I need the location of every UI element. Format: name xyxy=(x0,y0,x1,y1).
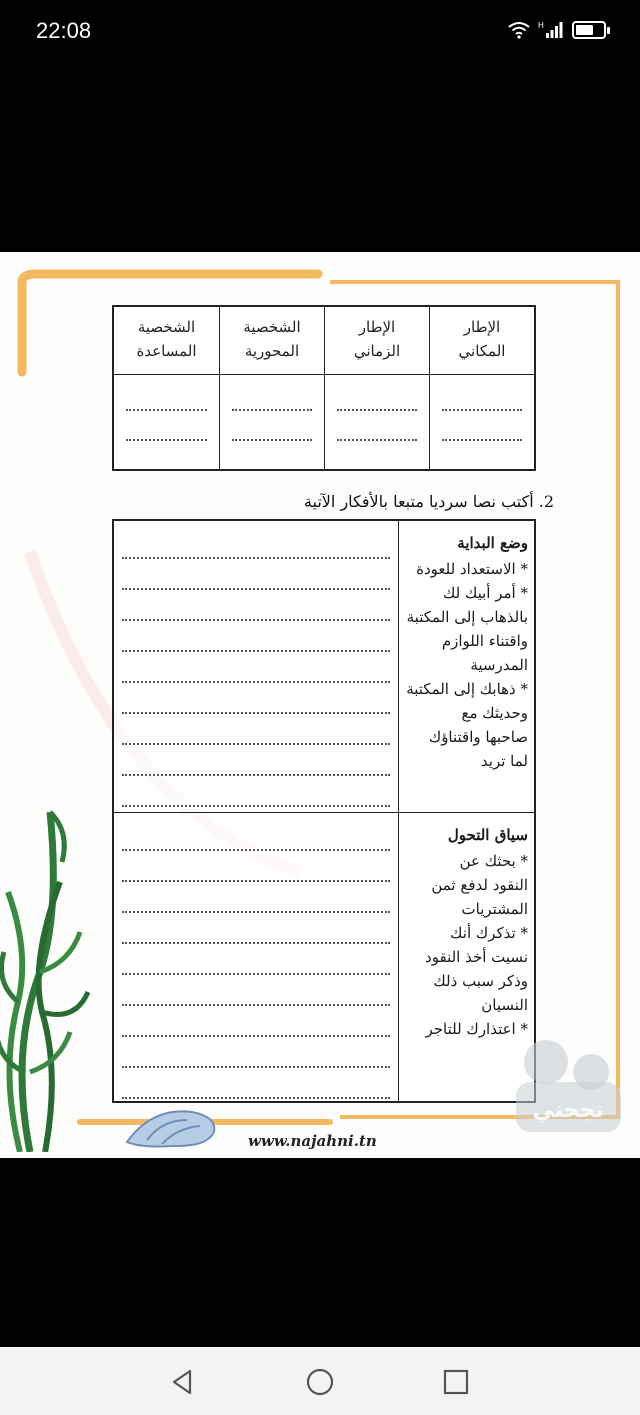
navigation-bar xyxy=(0,1347,640,1415)
prompt-line: المدرسية xyxy=(470,656,528,674)
dotted-line xyxy=(122,539,390,559)
section-transformation xyxy=(114,813,534,1101)
dotted-line xyxy=(122,924,390,944)
prompt-line: وحديثك مع xyxy=(461,704,528,722)
svg-text:H: H xyxy=(538,21,544,30)
header-line: الشخصية xyxy=(243,318,301,336)
prompt-line: صاحبها واقتناؤك xyxy=(428,728,528,746)
dotted-line xyxy=(337,419,417,441)
header-line: المكاني xyxy=(458,342,506,360)
header-line: الإطار xyxy=(358,318,396,336)
header-line: المساعدة xyxy=(136,342,197,360)
dotted-line xyxy=(122,1017,390,1037)
website-url: www.najahni.tn xyxy=(248,1132,377,1150)
shell-illustration xyxy=(122,1102,222,1152)
wifi-icon xyxy=(508,21,530,39)
battery-level xyxy=(576,25,593,35)
writing-lines xyxy=(114,521,398,812)
dotted-line xyxy=(442,389,522,411)
prompt-line: النقود لدفع ثمن xyxy=(431,876,528,894)
worksheet-image xyxy=(0,252,640,1158)
dotted-line xyxy=(122,725,390,745)
dotted-line xyxy=(232,389,312,411)
signal-icon xyxy=(538,20,564,40)
task-title: 2. أكتب نصا سرديا متبعا بالأفكار الآتية xyxy=(303,492,554,511)
prompt-line: * اعتذارك للتاجر xyxy=(425,1020,528,1038)
section-prompts xyxy=(398,521,534,812)
dotted-line xyxy=(126,419,207,441)
prompt-line: بالذهاب إلى المكتبة xyxy=(406,608,528,626)
header-main-character xyxy=(219,307,324,375)
dotted-line xyxy=(122,893,390,913)
header-line: المحورية xyxy=(244,342,300,360)
dotted-line xyxy=(122,955,390,975)
answer-cell xyxy=(429,375,534,469)
prompt-line: * الاستعداد للعودة xyxy=(416,560,528,578)
dotted-line xyxy=(122,862,390,882)
section-heading: سياق التحول xyxy=(447,826,528,844)
dotted-line xyxy=(122,1048,390,1068)
prompt-line: * أمر أبيك لك xyxy=(442,584,528,602)
answer-cell xyxy=(219,375,324,469)
dotted-line xyxy=(126,389,207,411)
dotted-line xyxy=(337,389,417,411)
dotted-line xyxy=(442,419,522,441)
prompt-line: المشتريات xyxy=(461,900,528,918)
story-elements-table xyxy=(112,305,536,471)
prompt-line: واقتناء اللوازم xyxy=(441,632,528,650)
status-icons xyxy=(508,20,606,40)
header-line: الزماني xyxy=(353,342,401,360)
prompt-line: * بحثك عن xyxy=(459,852,528,870)
dotted-line xyxy=(122,632,390,652)
dotted-line xyxy=(122,756,390,776)
prompt-line: وذكر سبب ذلك xyxy=(433,972,528,990)
header-helper-character xyxy=(114,307,219,375)
writing-lines xyxy=(114,813,398,1101)
prompt-line: * ذهابك إلى المكتبة xyxy=(406,680,528,698)
answer-cell xyxy=(114,375,219,469)
dotted-line xyxy=(122,694,390,714)
prompt-line: نسيت أخذ النقود xyxy=(425,948,528,966)
home-icon[interactable] xyxy=(305,1367,335,1397)
section-beginning xyxy=(114,521,534,813)
recents-icon[interactable] xyxy=(441,1367,471,1397)
dotted-line xyxy=(122,831,390,851)
prompt-line: النسيان xyxy=(481,996,528,1014)
dotted-line xyxy=(122,570,390,590)
watermark-text: نجحني xyxy=(532,1098,604,1123)
battery-icon xyxy=(572,21,606,39)
prompt-line: * تذكرك أنك xyxy=(450,924,528,942)
status-time: 22:08 xyxy=(36,18,92,43)
dotted-line xyxy=(122,787,390,807)
header-line: الإطار xyxy=(463,318,501,336)
header-time-setting xyxy=(324,307,429,375)
dotted-line xyxy=(122,1079,390,1099)
seaweed-illustration xyxy=(0,772,110,1152)
narrative-writing-table xyxy=(112,519,536,1103)
status-bar xyxy=(0,0,640,64)
back-icon[interactable] xyxy=(168,1367,198,1397)
dotted-line xyxy=(122,601,390,621)
header-place-setting xyxy=(429,307,534,375)
header-line: الشخصية xyxy=(137,318,196,336)
najahni-watermark-logo xyxy=(506,1032,626,1142)
dotted-line xyxy=(232,419,312,441)
dotted-line xyxy=(122,986,390,1006)
prompt-line: لما تريد xyxy=(480,752,528,770)
answer-cell xyxy=(324,375,429,469)
dotted-line xyxy=(122,663,390,683)
section-heading: وضع البداية xyxy=(457,534,528,552)
